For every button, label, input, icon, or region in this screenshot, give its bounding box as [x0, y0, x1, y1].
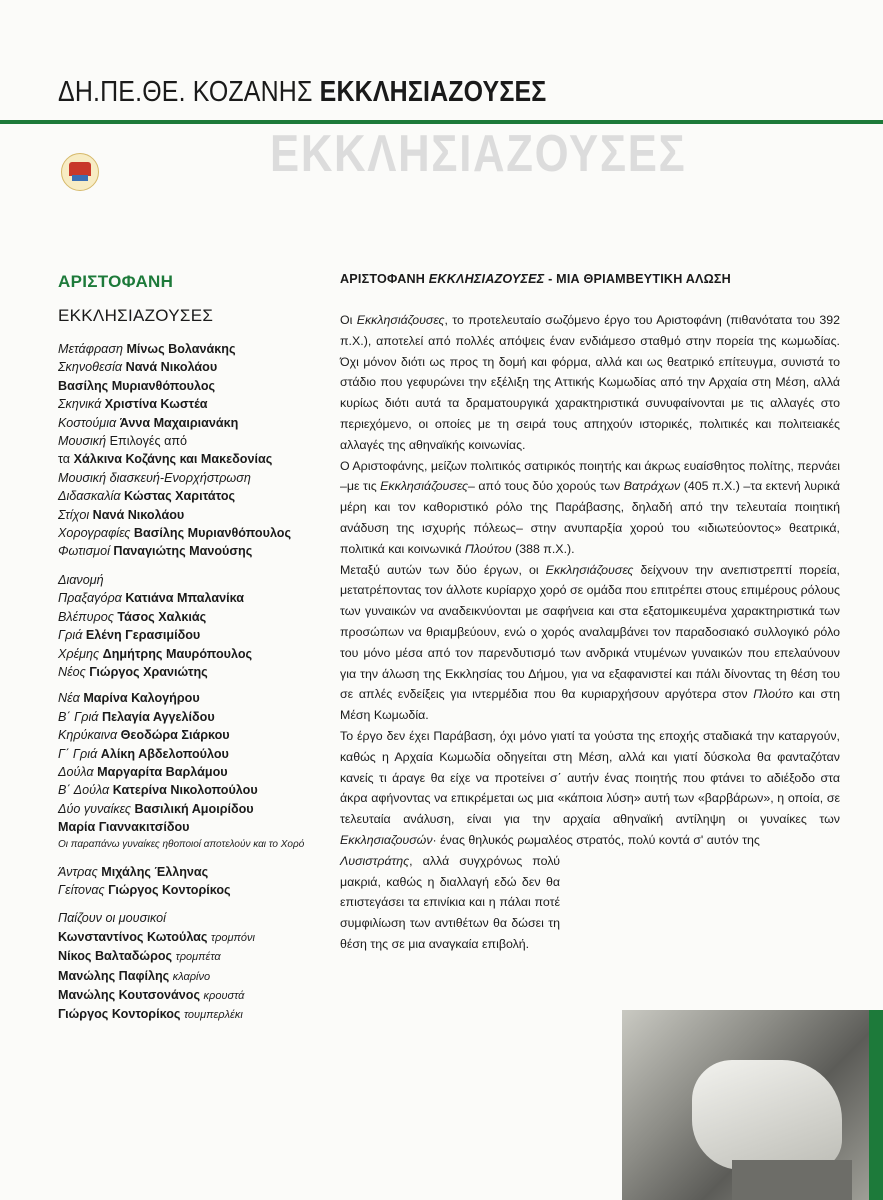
credit-name: Παναγιώτης Μανούσης — [113, 544, 253, 559]
musician-row — [58, 967, 328, 986]
credit-role: Διδασκαλία — [58, 489, 121, 504]
credit-name: Βασίλης Μυριανθόπουλος — [133, 526, 292, 541]
emphasis: Εκκλησιάζουσες — [545, 562, 634, 577]
credits-column — [58, 272, 328, 1025]
credit-row — [58, 608, 328, 626]
emphasis: Λυσιστράτης — [340, 853, 410, 868]
musician-row — [58, 928, 328, 947]
play-title: ΕΚΚΛΗΣΙΑΖΟΥΣΕΣ — [58, 306, 214, 325]
article-title: ΑΡΙΣΤΟΦΑΝΗ ΕΚΚΛΗΣΙΑΖΟΥΣΕΣ - ΜΙΑ ΘΡΙΑΜΒΕΥΤΙΚΗ ΑΛΩΣΗ — [340, 272, 731, 286]
ghost-title: ΕΚΚΛΗΣΙΑΖΟΥΣΕΣ — [270, 125, 687, 183]
credit-name: Μαρίνα Καλογήρου — [83, 691, 200, 706]
text-run: δείχνουν την ανεπιστρεπτί πορεία, μετατρέποντας τον άλλοτε κυρίαρχο χορό σε ομάδα που επιτρέπει στους επιμέρους ρόλους των γυναικών να αναδεικνύονται με σαφήνεια και στα εξατομικευμένα χαρακτηριστικά των προσώπων να θριαμβεύουν, ενώ ο χορός αναλαμβάνει τον παραδοσιακό συλλογικό ρόλο του μόνο μέσα από τον παρενδυτισμό των ανδρικά ντυμένων γυναικών που επελαύνουν για την άλωση της Εκκλησίας του Δήμου, για να εξαφανιστεί και πάλι δίνοντας τη θέση του σε απλές ενδείξεις για ιντερμέδια που θα κυριαρχήσουν αργότερα στον — [340, 562, 840, 702]
theatre-logo-icon — [61, 153, 99, 191]
credit-role: Νέα — [58, 691, 80, 706]
emphasis: Πλούτο — [753, 687, 794, 702]
musician-name: Νίκος Βαλταδώρος — [58, 949, 173, 964]
credit-name: Χάλκινα Κοζάνης και Μακεδονίας — [73, 452, 273, 467]
credit-row — [58, 781, 328, 799]
musician-row — [58, 986, 328, 1005]
credit-role: Μουσική διασκευή-Ενορχήστρωση — [58, 470, 251, 485]
musician-row — [58, 947, 328, 966]
play-author: ΑΡΙΣΤΟΦΑΝΗ — [58, 272, 174, 291]
text-run: , αλλά συγχρόνως πολύ μακριά, καθώς η διαλλαγή εδώ δεν θα επιστεγάσει τα επινίκια και η πάλαι ποτέ συμφιλίωση των αντιθέτων θα δώσει τη θέση της σε μια αναγκαία επιβολή. — [340, 853, 560, 951]
musician-name: Κωνσταντίνος Κωτούλας — [58, 929, 208, 944]
text-run: (388 π.Χ.). — [511, 541, 575, 556]
cast-list-3 — [58, 863, 328, 900]
credit-role: Μουσική — [58, 434, 107, 449]
credit-role: Σκηνικά — [58, 397, 102, 412]
credit-role: Δούλα — [58, 764, 94, 779]
credit-row — [58, 818, 328, 836]
credit-text: Επιλογές από — [109, 434, 188, 449]
credits-list — [58, 340, 328, 561]
musician-instrument: κλαρίνο — [172, 970, 211, 983]
credit-row — [58, 708, 328, 726]
credit-row — [58, 863, 328, 881]
musicians-list — [58, 928, 328, 1025]
cast-note: Οι παραπάνω γυναίκες ηθοποιοί αποτελούν και το Χορό — [58, 838, 305, 850]
page-title — [58, 76, 546, 109]
credit-name: Δημήτρης Μαυρόπουλος — [102, 646, 253, 661]
credit-row — [58, 524, 328, 542]
credit-name: Μαρία Γιαννακιτσίδου — [58, 820, 190, 835]
credit-role: Φωτισμοί — [58, 544, 110, 559]
credit-name: Ελένη Γερασιμίδου — [85, 628, 201, 643]
credit-name: Τάσος Χαλκιάς — [117, 609, 207, 624]
text-run: Το έργο δεν έχει Παράβαση, όχι μόνο γιατί τα γούστα της εποχής σταδιακά την καταργούν, καθώς η Αρχαία Κωμωδία οδηγείται στη Μέση, αλλά και γιατί δύσκολα θα φανταζόταν κανείς τι άραγε θα είχε να προτείνει σ΄ αυτήν ένας ποιητής που φτάνει το αδιέξοδο στα άκρα αφήνοντας να επικρέμεται ως μια «κάποια λύση» αυτή των «βαρβάρων», η οποία, σε τελευταία ανάλυση, είναι για την αρχαία αθηναϊκή αντίληψη οι γυναίκες των — [340, 728, 840, 827]
credit-role: Κηρύκαινα — [58, 728, 118, 743]
musicians-label: Παίζουν οι μουσικοί — [58, 911, 166, 926]
credit-row — [58, 377, 328, 395]
credit-row — [58, 395, 328, 413]
text-run: (405 π.Χ.) –τα εκτενή λυρικά μέρη και τον καθοριστικό ρόλο της Παράβασης, δηλαδή από την τελευταία ποιητική ανάδυση της ισχυρής πόλεως– στην ανυπαρξία χορού του «ιδιωτεύοντος» θεατρικά, πολιτικά και κοινωνικά — [340, 479, 840, 556]
musician-instrument: τρομπέτα — [175, 951, 221, 964]
credit-row — [58, 358, 328, 376]
credit-role: Χρέμης — [58, 646, 100, 661]
credit-row — [58, 469, 328, 487]
credit-name: Γιώργος Χρανιώτης — [89, 664, 208, 679]
credit-role: Στίχοι — [58, 507, 90, 522]
credit-name: Γιώργος Κοντορίκος — [108, 882, 231, 897]
credit-role: Γείτονας — [58, 882, 105, 897]
credit-name: Χριστίνα Κωστέα — [104, 397, 208, 412]
credit-row — [58, 414, 328, 432]
credit-row — [58, 726, 328, 744]
credit-name: Νανά Νικολάου — [92, 507, 185, 522]
paragraph — [340, 851, 560, 955]
credit-row — [58, 626, 328, 644]
emphasis: Εκκλησιάζουσες — [356, 313, 445, 327]
emphasis: Εκκλησιαζουσών — [340, 832, 433, 847]
emphasis: Βατράχων — [623, 479, 681, 494]
article-body — [340, 310, 840, 955]
credit-role: Β΄ Γριά — [58, 709, 99, 724]
emphasis: Εκκλησιάζουσες — [380, 479, 468, 494]
credit-text: τα — [58, 452, 71, 467]
credit-row — [58, 745, 328, 763]
credit-name: Βασιλική Αμοιρίδου — [134, 801, 254, 816]
credit-name: Θεοδώρα Σιάρκου — [120, 728, 230, 743]
credit-row — [58, 763, 328, 781]
credit-name: Βασίλης Μυριανθόπουλος — [58, 378, 216, 393]
emphasis: Πλούτου — [464, 541, 512, 556]
credit-name: Μαργαρίτα Βαρλάμου — [97, 764, 228, 779]
article — [340, 272, 840, 955]
credit-name: Κατερίνα Νικολοπούλου — [112, 783, 258, 798]
credit-role: Δύο γυναίκες — [58, 801, 131, 816]
text-run: Οι — [340, 313, 357, 327]
credit-row — [58, 487, 328, 505]
credit-name: Κώστας Χαριτάτος — [124, 489, 236, 504]
cast-label: Διανομή — [58, 572, 104, 587]
paragraph — [340, 310, 840, 456]
credit-row — [58, 432, 328, 450]
credit-role: Πραξαγόρα — [58, 591, 122, 606]
credit-role: Χορογραφίες — [58, 526, 131, 541]
paragraph — [340, 726, 840, 851]
credit-name: Κατιάνα Μπαλανίκα — [125, 591, 244, 606]
cast-list-1 — [58, 589, 328, 681]
statue-photo — [622, 1010, 883, 1200]
credit-name: Μίνως Βολανάκης — [126, 342, 236, 356]
musician-name: Γιώργος Κοντορίκος — [58, 1007, 181, 1022]
credit-role: Γριά — [58, 628, 83, 643]
credit-row — [58, 506, 328, 524]
musician-instrument: τουμπερλέκι — [183, 1009, 243, 1022]
credit-role: Σκηνοθεσία — [58, 360, 123, 375]
credit-role: Β΄ Δούλα — [58, 783, 110, 798]
musician-instrument: τρομπόνι — [210, 931, 255, 944]
credit-role: Βλέπυρος — [58, 609, 114, 624]
credit-role: Νέος — [58, 664, 86, 679]
cast-list-2 — [58, 689, 328, 836]
credit-row — [58, 881, 328, 899]
text-run: και στη Μέση Κωμωδία. — [340, 687, 840, 723]
musician-name: Μανώλης Παφίλης — [58, 968, 170, 983]
credit-row — [58, 542, 328, 560]
text-run: Μεταξύ αυτών των δύο έργων, οι — [340, 562, 546, 577]
paragraph — [340, 456, 840, 560]
credit-row — [58, 689, 328, 707]
credit-row — [58, 663, 328, 681]
credit-role: Γ΄ Γριά — [58, 746, 98, 761]
credit-name: Μιχάλης Έλληνας — [101, 864, 209, 879]
play-name: ΕΚΚΛΗΣΙΑΖΟΥΣΕΣ — [319, 76, 547, 108]
org-name: ΔΗ.ΠΕ.ΘΕ. ΚΟΖΑΝΗΣ — [58, 76, 313, 108]
paragraph — [340, 560, 840, 726]
credit-name: Πελαγία Αγγελίδου — [101, 709, 215, 724]
text-run: – από τους δύο χορούς των — [467, 479, 624, 494]
credit-role: Άντρας — [58, 864, 98, 879]
credit-name: Άννα Μαχαιριανάκη — [119, 415, 239, 430]
musician-name: Μανώλης Κουτσονάνος — [58, 988, 201, 1002]
credit-role: Μετάφραση — [58, 342, 123, 356]
credit-row — [58, 450, 328, 468]
credit-name: Νανά Νικολάου — [125, 360, 218, 375]
musician-row — [58, 1005, 328, 1024]
credit-name: Αλίκη Αβδελοπούλου — [100, 746, 229, 761]
credit-role: Κοστούμια — [58, 415, 117, 430]
credit-row — [58, 645, 328, 663]
text-run: Ο Αριστοφάνης, μείζων πολιτικός σατιρικός ποιητής και άκρως ευαίσθητος πολίτης, περνάει –με τις — [340, 458, 840, 494]
credit-row — [58, 589, 328, 607]
text-run: , το προτελευταίο σωζόμενο έργο του Αριστοφάνη (πιθανότατα του 392 π.Χ.), αποτελεί από πολλές απόψεις έναν ενδιάμεσο σταθμό στην πορεία της κωμωδίας. Όχι μόνον διότι ως προς τη δομή και φόρμα, αλλά και ως θεατρικό επίτευγμα, συνιστά το στάδιο που γεφυρώνει την εξέλιξη της Αττικής Κωμωδίας από την Αρχαία στη Μέση, αλλά κυρίως διότι αυτά τα δραματουργικά χαρακτηριστικά συνυφαίνονται με τις αλλαγές στο περιεχόμενο, οι οποίες με τη σειρά τους απηχούν ιστορικές, πολιτικές και πολιτειακές αλλαγές της αθηναϊκής κοινωνίας. — [340, 313, 840, 452]
credit-row — [58, 800, 328, 818]
musician-instrument: κρουστά — [203, 990, 245, 1002]
text-run: · ένας θηλυκός ρωμαλέος στρατός, πολύ κοντά σ' αυτόν της — [432, 832, 760, 847]
credit-row — [58, 340, 328, 358]
